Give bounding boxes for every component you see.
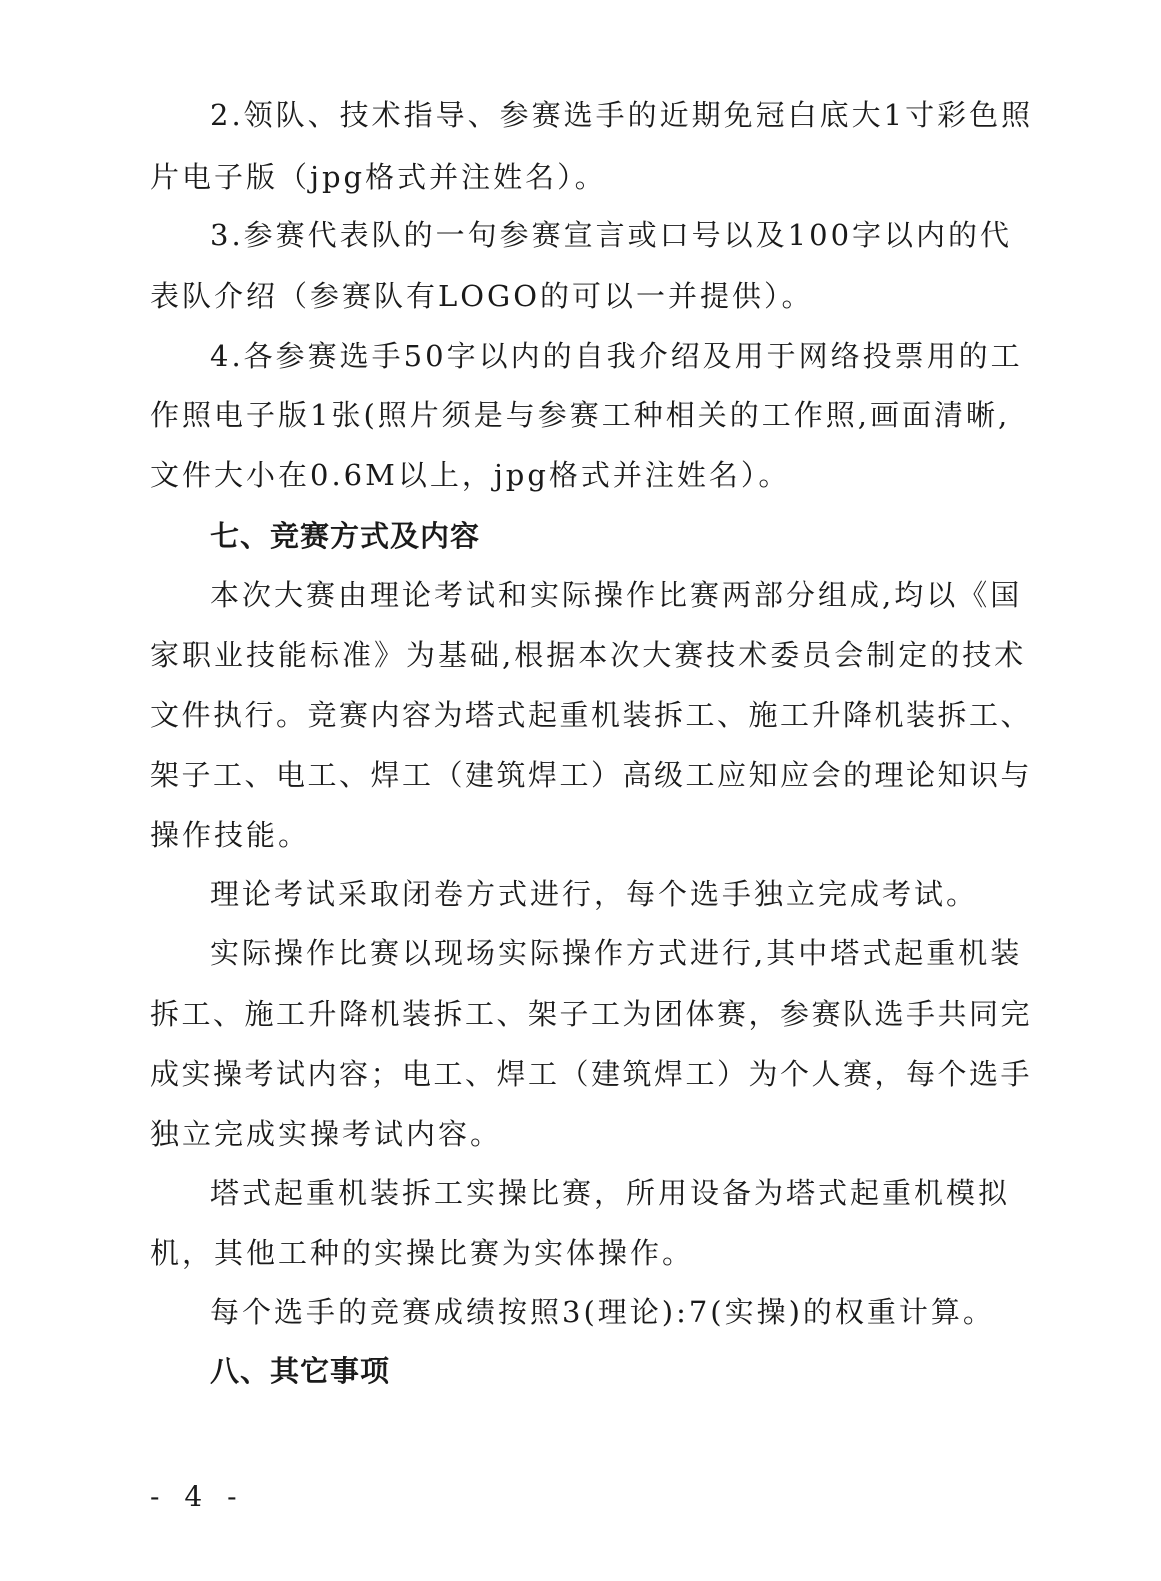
paragraph-practical-line-2: 拆工、施工升降机装拆工、架子工为团体赛，参赛队选手共同完 [150, 997, 1033, 1031]
paragraph-competition-line-1: 本次大赛由理论考试和实际操作比赛两部分组成,均以《国 [210, 578, 1023, 612]
paragraph-competition-line-4: 架子工、电工、焊工（建筑焊工）高级工应知应会的理论知识与 [150, 758, 1033, 792]
paragraph-item-2-line-1: 2.领队、技术指导、参赛选手的近期免冠白底大1寸彩色照 [210, 98, 1034, 132]
paragraph-competition-line-2: 家职业技能标准》为基础,根据本次大赛技术委员会制定的技术 [150, 638, 1027, 672]
paragraph-crane-line-1: 塔式起重机装拆工实操比赛，所用设备为塔式起重机模拟 [210, 1176, 1011, 1210]
paragraph-item-4-line-1: 4.各参赛选手50字以内的自我介绍及用于网络投票用的工 [210, 339, 1023, 373]
paragraph-crane-line-2: 机，其他工种的实操比赛为实体操作。 [150, 1236, 695, 1270]
paragraph-item-3-line-1: 3.参赛代表队的一句参赛宣言或口号以及100字以内的代 [210, 218, 1013, 252]
paragraph-practical-line-3: 成实操考试内容；电工、焊工（建筑焊工）为个人赛，每个选手 [150, 1057, 1033, 1091]
paragraph-item-3-line-2: 表队介绍（参赛队有LOGO的可以一并提供）。 [150, 279, 814, 313]
paragraph-theory-exam: 理论考试采取闭卷方式进行，每个选手独立完成考试。 [210, 877, 979, 911]
paragraph-practical-line-1: 实际操作比赛以现场实际操作方式进行,其中塔式起重机装 [210, 936, 1023, 970]
paragraph-item-4-line-3: 文件大小在0.6M以上，jpg格式并注姓名）。 [150, 458, 791, 492]
paragraph-practical-line-4: 独立完成实操考试内容。 [150, 1117, 503, 1151]
page-number: - 4 - [150, 1480, 245, 1513]
paragraph-competition-line-5: 操作技能。 [150, 818, 311, 852]
paragraph-item-2-line-2: 片电子版（jpg格式并注姓名）。 [150, 160, 607, 194]
section-heading-7: 七、竞赛方式及内容 [210, 519, 481, 553]
section-heading-8: 八、其它事项 [210, 1354, 391, 1388]
paragraph-item-4-line-2: 作照电子版1张(照片须是与参赛工种相关的工作照,画面清晰, [150, 398, 1011, 432]
paragraph-score-weight: 每个选手的竞赛成绩按照3(理论):7(实操)的权重计算。 [210, 1295, 995, 1329]
paragraph-competition-line-3: 文件执行。竞赛内容为塔式起重机装拆工、施工升降机装拆工、 [150, 698, 1033, 732]
